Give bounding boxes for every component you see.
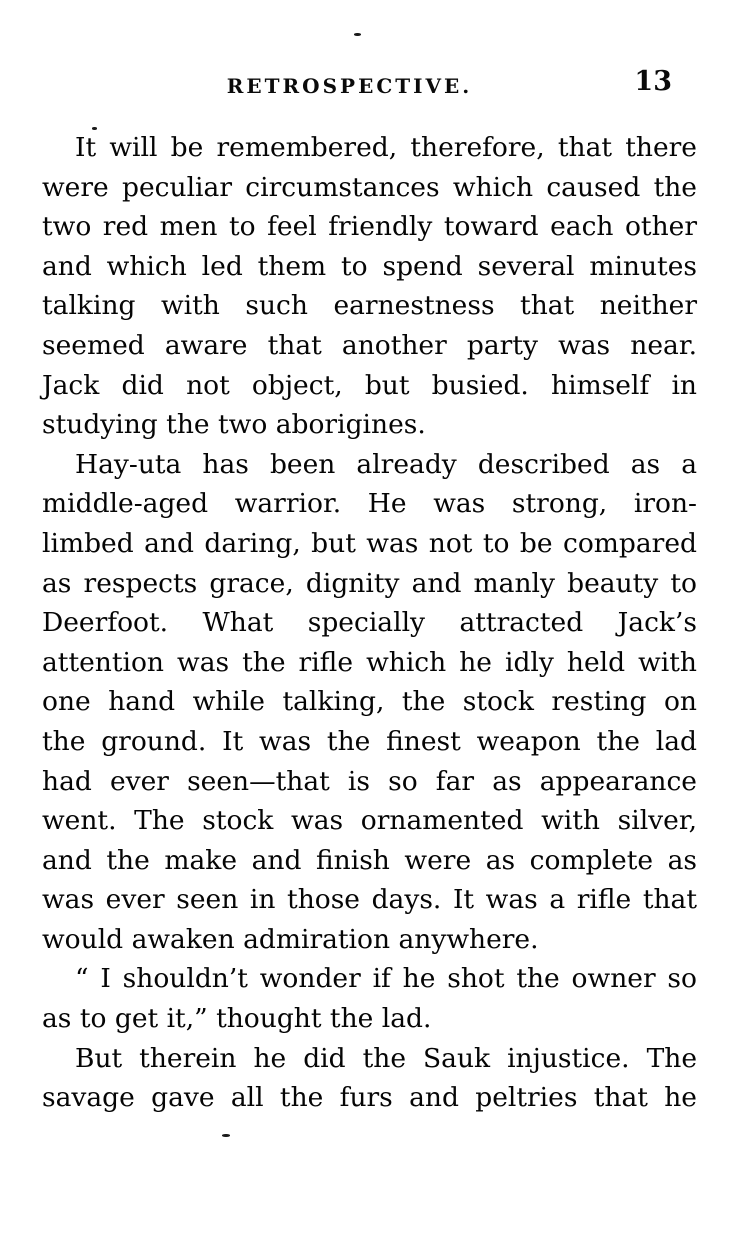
text-line: the ground. It was the finest weapon the lad bbox=[42, 725, 697, 757]
text-line: two red men to feel friendly toward each other bbox=[42, 211, 697, 243]
text-line: as to get it,” thought the lad. bbox=[42, 1003, 432, 1035]
text-line: and which led them to spend several minutes bbox=[42, 250, 697, 282]
text-line: and the make and finish were as complete as bbox=[42, 844, 697, 876]
text-line: was ever seen in those days. It was a rifle that bbox=[42, 884, 697, 916]
text-line: talking with such earnestness that neither bbox=[42, 290, 697, 322]
text-line: But therein he did the Sauk injustice. The bbox=[75, 1042, 697, 1074]
text-line: studying the two aborigines. bbox=[42, 409, 426, 441]
text-line: as respects grace, dignity and manly beauty to bbox=[42, 567, 697, 599]
text-line: Hay-uta has been already described as a bbox=[75, 448, 697, 480]
text-line: attention was the rifle which he idly held with bbox=[42, 646, 697, 678]
ink-speck bbox=[354, 33, 361, 36]
text-line: had ever seen—that is so far as appearance bbox=[42, 765, 697, 797]
text-line: one hand while talking, the stock resting on bbox=[42, 686, 697, 718]
text-line: were peculiar circumstances which caused the bbox=[42, 171, 697, 203]
ink-speck bbox=[92, 127, 97, 130]
text-line: Jack did not object, but busied. himself in bbox=[42, 369, 697, 401]
text-line: savage gave all the furs and peltries that he bbox=[42, 1082, 697, 1114]
paragraph bbox=[42, 959, 697, 1038]
text-line: middle-aged warrior. He was strong, iron- bbox=[42, 488, 697, 520]
text-line: It will be remembered, therefore, that there bbox=[75, 132, 697, 163]
page-body bbox=[42, 128, 697, 1118]
ink-speck bbox=[222, 1134, 230, 1137]
page-number: 13 bbox=[634, 66, 672, 97]
text-line: Deerfoot. What specially attracted Jack’s bbox=[42, 607, 697, 639]
text-line: seemed aware that another party was near. bbox=[42, 329, 697, 361]
text-line: would awaken admiration anywhere. bbox=[42, 923, 539, 955]
running-head: RETROSPECTIVE. bbox=[226, 74, 473, 98]
text-line: limbed and daring, but was not to be compared bbox=[42, 527, 697, 559]
text-line: “ I shouldn’t wonder if he shot the owner so bbox=[75, 963, 697, 995]
paragraph bbox=[42, 128, 697, 445]
paragraph bbox=[42, 445, 697, 960]
paragraph bbox=[42, 1039, 697, 1118]
text-line: went. The stock was ornamented with silver, bbox=[42, 805, 697, 837]
